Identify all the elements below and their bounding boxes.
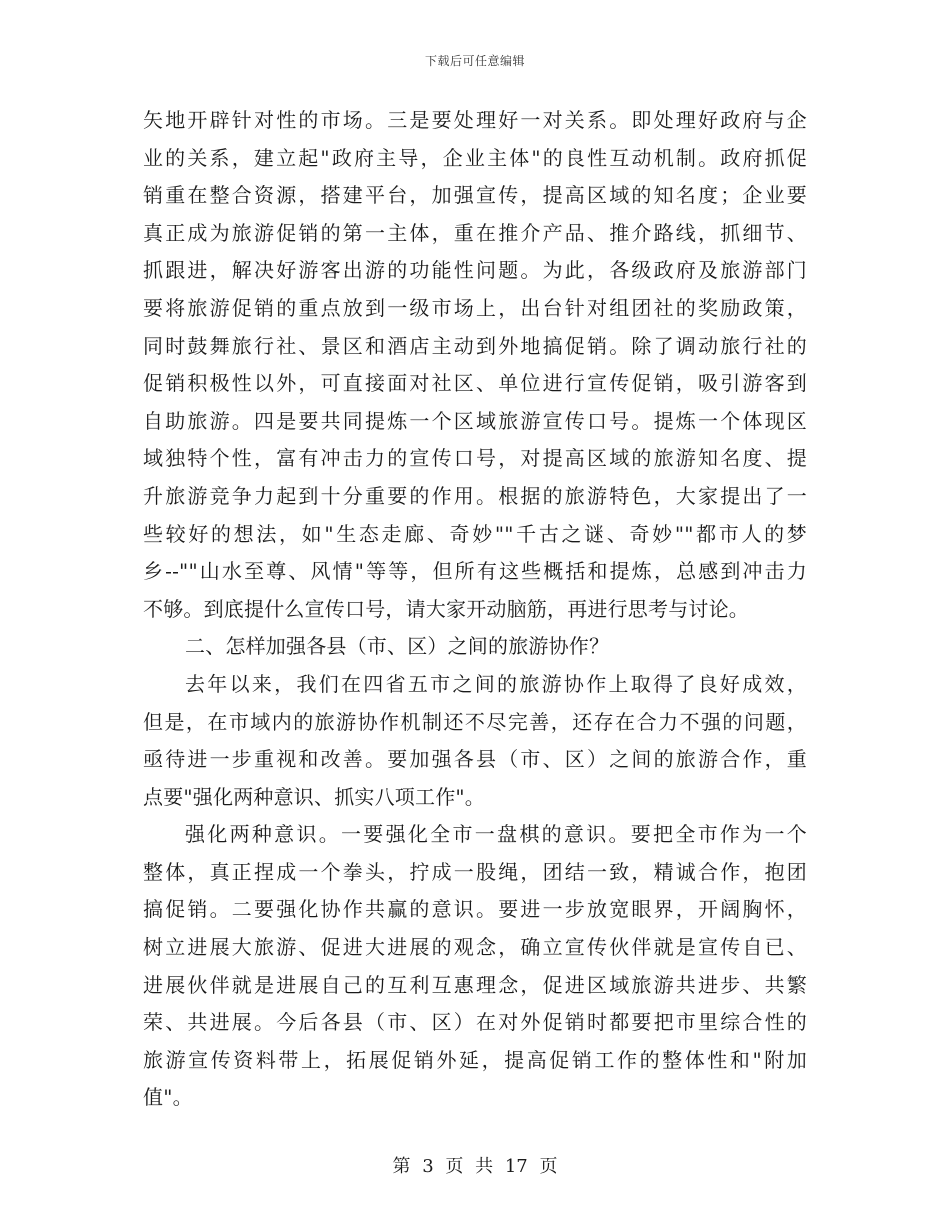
- page-header: 下载后可任意编辑: [424, 54, 525, 68]
- text-line: 要将旅游促销的重点放到一级市场上，出台针对组团社的奖励政策，: [143, 295, 807, 320]
- text-line: 真正成为旅游促销的第一主体，重在推介产品、推介路线，抓细节、: [143, 220, 807, 245]
- text-line: 整体，真正捏成一个拳头，拧成一股绳，团结一致，精诚合作，抱团: [143, 859, 807, 884]
- text-line: 荣、共进展。今后各县（市、区）在对外促销时都要把市里综合性的: [143, 1010, 807, 1035]
- page-footer: 第 3 页 共 17 页: [392, 1156, 558, 1177]
- text-line: 乡--""山水至尊、风情"等等，但所有这些概括和提炼，总感到冲击力: [143, 559, 807, 584]
- text-line: 强化两种意识。一要强化全市一盘棋的意识。要把全市作为一个: [185, 822, 807, 847]
- text-line: 点要"强化两种意识、抓实八项工作"。: [143, 784, 485, 809]
- text-line: 不够。到底提什么宣传口号，请大家开动脑筋，再进行思考与讨论。: [143, 596, 749, 621]
- text-line: 升旅游竞争力起到十分重要的作用。根据的旅游特色，大家提出了一: [143, 483, 807, 508]
- text-line: 去年以来，我们在四省五市之间的旅游协作上取得了良好成效，: [185, 671, 807, 696]
- section-heading: 二、怎样加强各县（市、区）之间的旅游协作？: [185, 634, 610, 659]
- text-line: 但是，在市域内的旅游协作机制还不尽完善，还存在合力不强的问题，: [143, 709, 807, 734]
- text-line: 搞促销。二要强化协作共赢的意识。要进一步放宽眼界，开阔胸怀，: [143, 897, 807, 922]
- document-body: [143, 102, 807, 1117]
- text-line: 树立进展大旅游、促进大进展的观念，确立宣传伙伴就是宣传自已、: [143, 935, 807, 960]
- text-line: 同时鼓舞旅行社、景区和酒店主动到外地搞促销。除了调动旅行社的: [143, 333, 807, 358]
- text-line: 销重在整合资源，搭建平台，加强宣传，提高区域的知名度；企业要: [143, 183, 807, 208]
- text-line: 进展伙伴就是进展自己的互利互惠理念，促进区域旅游共进步、共繁: [143, 972, 807, 997]
- text-line: 自助旅游。四是要共同提炼一个区域旅游宣传口号。提炼一个体现区: [143, 408, 807, 433]
- text-line: 旅游宣传资料带上，拓展促销外延，提高促销工作的整体性和"附加: [143, 1047, 807, 1072]
- text-line: 矢地开辟针对性的市场。三是要处理好一对关系。即处理好政府与企: [143, 108, 807, 132]
- text-line: 亟待进一步重视和改善。要加强各县（市、区）之间的旅游合作，重: [143, 747, 807, 772]
- text-line: 抓跟进，解决好游客出游的功能性问题。为此，各级政府及旅游部门: [143, 258, 807, 283]
- text-line: 业的关系，建立起"政府主导，企业主体"的良性互动机制。政府抓促: [143, 145, 807, 170]
- text-line: 促销积极性以外，可直接面对社区、单位进行宣传促销，吸引游客到: [143, 371, 807, 396]
- text-line: 些较好的想法，如"生态走廊、奇妙""千古之谜、奇妙""都市人的梦: [143, 521, 807, 546]
- text-line: 域独特个性，富有冲击力的宣传口号，对提高区域的旅游知名度、提: [143, 446, 807, 471]
- text-line: 值"。: [143, 1085, 193, 1110]
